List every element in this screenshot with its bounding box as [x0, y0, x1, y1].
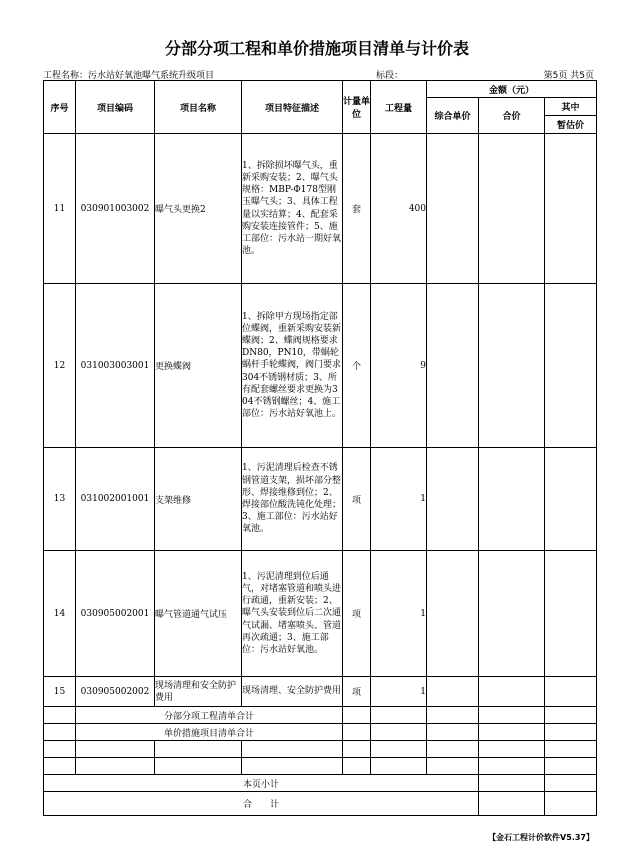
cell-qty: 400: [371, 134, 427, 284]
cell-seq: 13: [44, 448, 76, 551]
cell-total: [479, 284, 545, 448]
table-row: [44, 551, 597, 677]
cell-provisional: [545, 677, 597, 707]
cell-total: [479, 551, 545, 677]
table-row: [44, 448, 597, 551]
project-name: 工程名称：污水站好氧池曝气系统升级项目: [43, 71, 215, 81]
empty-row: [44, 741, 597, 758]
table-row: [44, 134, 597, 284]
cell-total: [479, 448, 545, 551]
cell-provisional: [545, 551, 597, 677]
cell-desc: 1、污泥清理后检查不锈钢管道支架，损坏部分整形、焊接维修到位；2、焊接部位酸洗钝化处理；3、施工部位：污水站好氧池。: [242, 448, 343, 551]
cell-seq: 15: [44, 677, 76, 707]
cell-unit: 项: [343, 677, 371, 707]
cell-qty: 1: [371, 551, 427, 677]
cell-name: 曝气管道通气试压: [155, 551, 242, 677]
page-subtotal-row: [44, 775, 597, 792]
cell-total: [479, 677, 545, 707]
page-number: 第5页 共5页: [543, 71, 594, 81]
header-of-which: 其中: [545, 98, 597, 116]
cell-code: 030905002001: [76, 551, 155, 677]
subtotal-fenbu-label: 分部分项工程清单合计: [76, 707, 343, 724]
header-total: 合价: [479, 98, 545, 134]
cell-unit-price: [427, 677, 479, 707]
empty-row: [44, 758, 597, 775]
table-row: [44, 677, 597, 707]
cell-code: 030901003002: [76, 134, 155, 284]
grand-total-row: [44, 792, 597, 816]
header-qty: 工程量: [371, 81, 427, 134]
header-amount: 金额（元）: [427, 81, 597, 98]
cell-name: 支架维修: [155, 448, 242, 551]
cell-unit-price: [427, 448, 479, 551]
header-unit: 计量单位: [343, 81, 371, 134]
grand-total-label: 合 计: [44, 792, 479, 816]
cell-qty: 1: [371, 448, 427, 551]
cell-seq: 14: [44, 551, 76, 677]
cell-name: 曝气头更换2: [155, 134, 242, 284]
cell-unit-price: [427, 551, 479, 677]
cell-unit: 套: [343, 134, 371, 284]
header-seq: 序号: [44, 81, 76, 134]
table-row: [44, 284, 597, 448]
cell-seq: 12: [44, 284, 76, 448]
section-label: 标段：: [376, 71, 404, 81]
cell-desc: 现场清理、安全防护费用: [242, 677, 343, 707]
subtotal-fenbu-row: [44, 707, 597, 724]
cell-unit: 项: [343, 551, 371, 677]
page-title: 分部分项工程和单价措施项目清单与计价表: [164, 39, 469, 58]
cell-qty: 1: [371, 677, 427, 707]
cell-name: 现场清理和安全防护费用: [155, 677, 242, 707]
cell-provisional: [545, 134, 597, 284]
cell-unit: 个: [343, 284, 371, 448]
cell-unit-price: [427, 134, 479, 284]
cell-desc: 1、污泥清理到位后通气，对堵塞管道和喷头进行疏通，重新安装；2、曝气头安装到位后二次通气试漏、堵塞喷头、管道再次疏通；3、施工部位：污水站好氧池。: [242, 551, 343, 677]
subtotal-danjia-row: [44, 724, 597, 741]
header-code: 项目编码: [76, 81, 155, 134]
header-desc: 项目特征描述: [242, 81, 343, 134]
cell-provisional: [545, 448, 597, 551]
subtotal-danjia-label: 单价措施项目清单合计: [76, 724, 343, 741]
cell-seq: 11: [44, 134, 76, 284]
cell-qty: 9: [371, 284, 427, 448]
bill-table: [43, 80, 597, 816]
cell-total: [479, 134, 545, 284]
cell-provisional: [545, 284, 597, 448]
page-subtotal-label: 本页小计: [44, 775, 479, 792]
cell-code: 031003003001: [76, 284, 155, 448]
software-credit: 【金石工程计价软件V5.37】: [488, 833, 594, 842]
cell-unit: 项: [343, 448, 371, 551]
cell-code: 030905002002: [76, 677, 155, 707]
cell-name: 更换蝶阀: [155, 284, 242, 448]
cell-code: 031002001001: [76, 448, 155, 551]
header-name: 项目名称: [155, 81, 242, 134]
header-unit-price: 综合单价: [427, 98, 479, 134]
cell-desc: 1、拆除损坏曝气头，重新采购安装；2、曝气头规格：MBP-Φ178型刚玉曝气头；3、具体工程量以实结算；4、配套采购安装连接管件；5、施工部位：污水站一期好氧池。: [242, 134, 343, 284]
cell-unit-price: [427, 284, 479, 448]
cell-desc: 1、拆除甲方现场指定部位蝶阀，重新采购安装新蝶阀；2、蝶阀规格要求DN80，PN10，带蜗轮蜗杆手轮蝶阀，阀门要求304不锈钢材质；3、所有配套螺丝要求更换为304不锈钢螺丝；4、施工部位：污水站好氧池上。: [242, 284, 343, 448]
header-provisional: 暂估价: [545, 116, 597, 134]
